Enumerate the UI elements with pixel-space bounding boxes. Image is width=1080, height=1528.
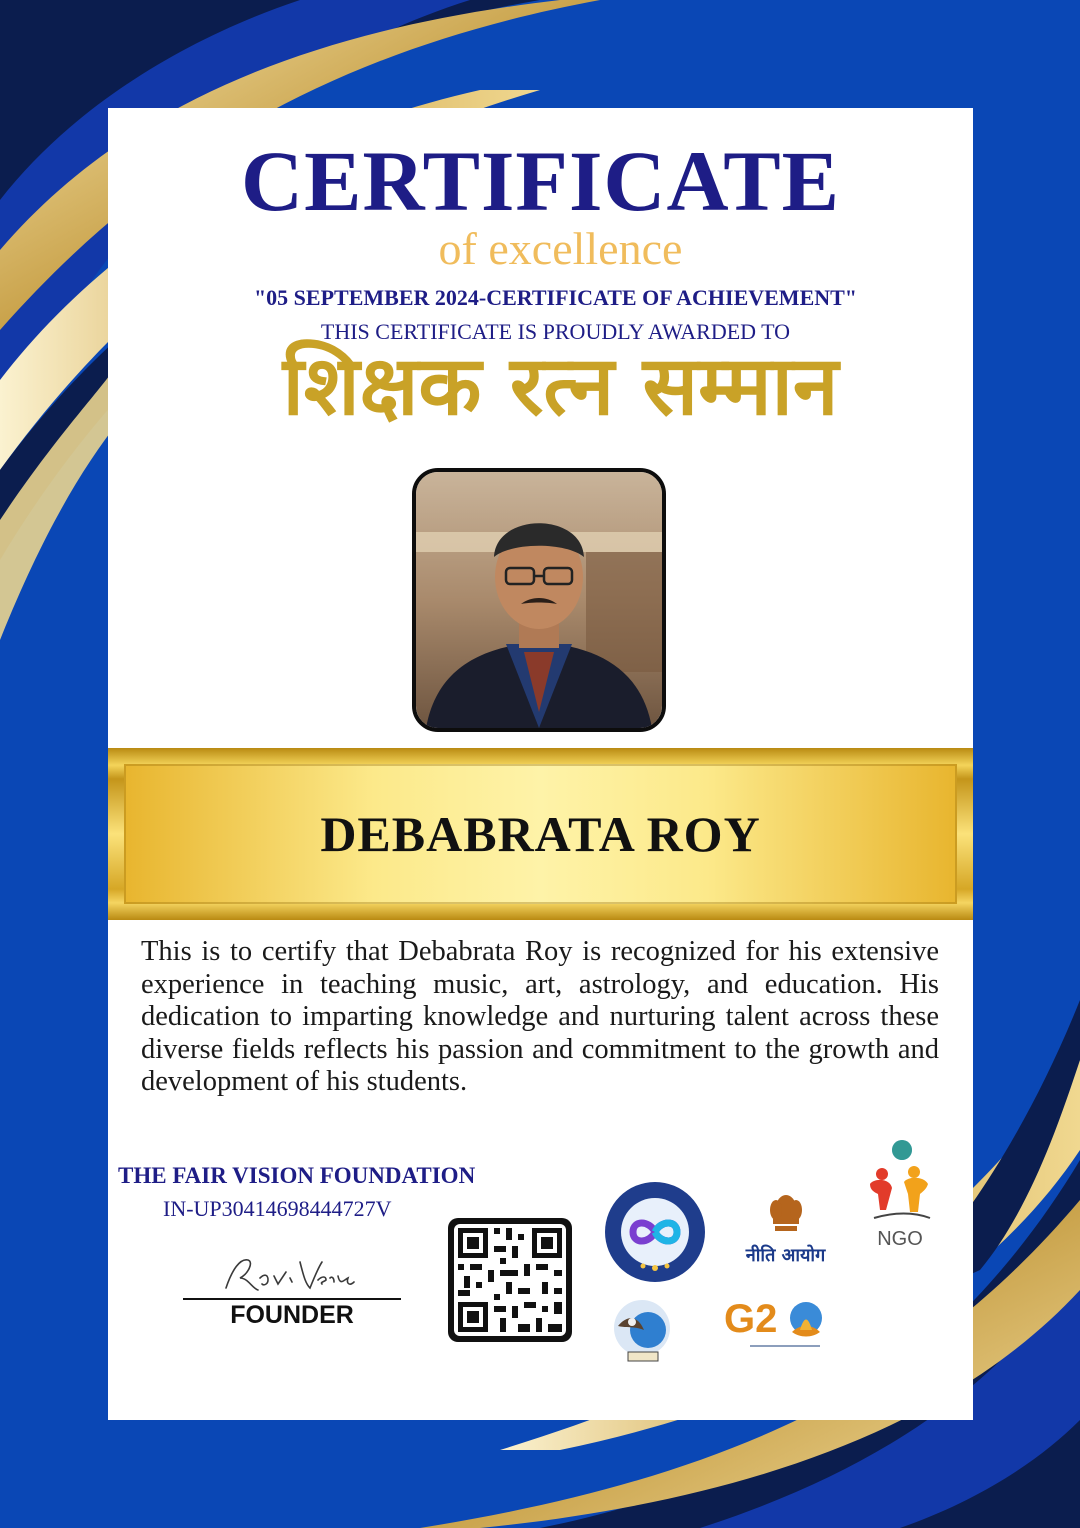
registration-number: IN-UP30414698444727V (163, 1196, 392, 1221)
certificate-card (108, 108, 973, 1420)
g20-logo-icon (720, 1286, 840, 1356)
founder-label: FOUNDER (230, 1301, 354, 1329)
foundation-name: THE FAIR VISION FOUNDATION (118, 1163, 476, 1188)
certificate-subtitle: of excellence (438, 223, 683, 274)
ngo-logo-icon (864, 1138, 936, 1230)
date-line: "05 SEPTEMBER 2024-CERTIFICATE OF ACHIEVEMENT" (253, 285, 858, 310)
profile-photo (412, 468, 666, 732)
name-ribbon (108, 748, 973, 920)
svg-text:G2: G2 (724, 1297, 778, 1341)
award-name-hindi: शिक्षक रत्न सम्मान (282, 339, 839, 434)
eagle-logo-icon (608, 1296, 676, 1366)
name-plate (124, 764, 957, 904)
qr-code-icon (448, 1218, 572, 1342)
signature-line (183, 1298, 401, 1300)
infinity-logo-icon (603, 1180, 707, 1284)
recipient-name: DEBABRATA ROY (320, 806, 761, 862)
awarded-line: THIS CERTIFICATE IS PROUDLY AWARDED TO (320, 319, 791, 344)
niti-aayog-label: नीति आयोग (745, 1245, 826, 1266)
founder-signature (218, 1248, 358, 1298)
certificate-body: This is to certify that Debabrata Roy is recognized for his extensive experience in teaching music, art, astrology, and education. His dedication to imparting knowledge and nurturing talent across these diverse fields reflects his passion and commitment to the growth and development of his students. (141, 936, 939, 1097)
ngo-label: NGO (877, 1228, 923, 1250)
certificate-title: CERTIFICATE (241, 133, 840, 229)
